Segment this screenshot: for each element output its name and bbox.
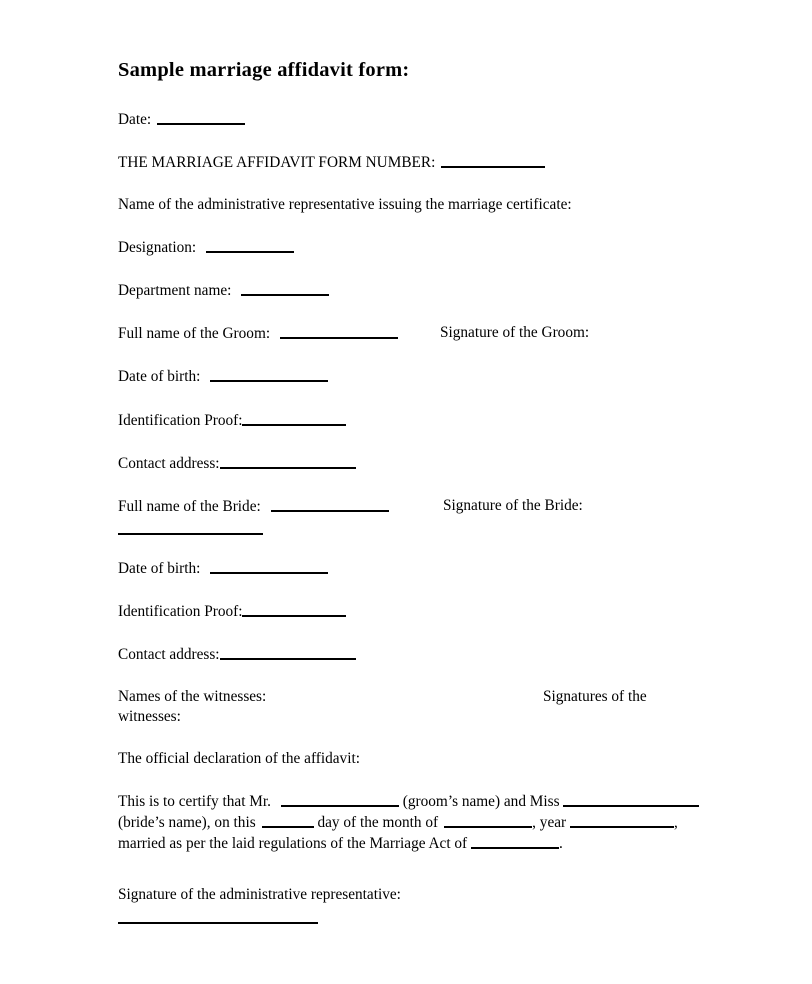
field-groom-dob bbox=[118, 366, 718, 387]
field-department-name-blank[interactable] bbox=[241, 280, 329, 296]
field-witness-signatures-label-continued: witnesses: bbox=[118, 707, 181, 725]
declaration-paragraph bbox=[118, 791, 703, 854]
field-date bbox=[118, 109, 718, 130]
declaration-act-blank[interactable] bbox=[471, 833, 559, 849]
declaration-year-blank[interactable] bbox=[570, 812, 674, 828]
field-groom-id-proof bbox=[118, 410, 718, 431]
field-form-number-label: THE MARRIAGE AFFIDAVIT FORM NUMBER: bbox=[118, 153, 436, 171]
declaration-day-blank[interactable] bbox=[262, 812, 314, 828]
field-issuer-name-label: Name of the administrative representative issuing the marriage certificate: bbox=[118, 195, 572, 213]
field-form-number bbox=[118, 152, 718, 173]
declaration-part-5: , year bbox=[532, 814, 567, 832]
declaration-bride-name-blank[interactable] bbox=[563, 791, 699, 807]
field-department-name-label: Department name: bbox=[118, 282, 232, 300]
field-bride-signature-label: Signature of the Bride: bbox=[443, 496, 583, 514]
field-designation-blank[interactable] bbox=[206, 237, 294, 253]
field-bride-name-row bbox=[118, 496, 718, 536]
field-bride-address-blank[interactable] bbox=[220, 644, 356, 660]
field-bride-dob-blank[interactable] bbox=[210, 558, 328, 574]
field-groom-address-label: Contact address: bbox=[118, 454, 220, 472]
declaration-groom-name-blank[interactable] bbox=[281, 791, 399, 807]
declaration-part-4: day of the month of bbox=[317, 814, 439, 832]
field-form-number-blank[interactable] bbox=[441, 152, 545, 168]
page-title: Sample marriage affidavit form: bbox=[118, 59, 410, 81]
field-department-name bbox=[118, 280, 718, 301]
field-bride-name-blank-continued[interactable] bbox=[118, 533, 263, 535]
field-groom-dob-blank[interactable] bbox=[210, 366, 328, 382]
field-representative-signature bbox=[118, 885, 718, 925]
field-bride-id-proof-label: Identification Proof: bbox=[118, 603, 243, 621]
document-body bbox=[118, 58, 718, 947]
field-bride-dob bbox=[118, 558, 718, 579]
field-groom-id-proof-blank[interactable] bbox=[242, 410, 346, 426]
field-date-label: Date: bbox=[118, 110, 152, 128]
declaration-month-blank[interactable] bbox=[444, 812, 532, 828]
field-bride-name-label: Full name of the Bride: bbox=[118, 497, 261, 515]
field-bride-id-proof-blank[interactable] bbox=[242, 601, 346, 617]
declaration-part-2: (groom’s name) and Miss bbox=[402, 793, 560, 811]
field-issuer-name bbox=[118, 195, 718, 215]
declaration-part-6: , married as per the laid regulations of the Marriage Act of bbox=[118, 814, 678, 853]
field-date-blank[interactable] bbox=[157, 109, 245, 125]
field-witness-names-label: Names of the witnesses: bbox=[118, 688, 267, 706]
field-groom-dob-label: Date of birth: bbox=[118, 368, 201, 386]
field-groom-address bbox=[118, 453, 718, 474]
field-bride-address-label: Contact address: bbox=[118, 646, 220, 664]
declaration-heading-label: The official declaration of the affidavit: bbox=[118, 750, 360, 768]
field-designation-label: Designation: bbox=[118, 239, 197, 257]
field-witnesses-row bbox=[118, 687, 718, 726]
field-groom-name-label: Full name of the Groom: bbox=[118, 325, 271, 343]
field-bride-name-blank[interactable] bbox=[271, 496, 389, 512]
declaration-part-7: . bbox=[558, 835, 563, 853]
field-bride-address bbox=[118, 644, 718, 665]
field-groom-name-row bbox=[118, 323, 718, 344]
spacer bbox=[118, 876, 718, 885]
declaration-part-1: This is to certify that Mr. bbox=[118, 793, 271, 811]
field-bride-id-proof bbox=[118, 601, 718, 622]
field-representative-signature-line[interactable] bbox=[118, 922, 318, 924]
declaration-heading bbox=[118, 749, 718, 769]
field-witness-signatures-label: Signatures of the bbox=[543, 688, 647, 706]
field-groom-signature-label: Signature of the Groom: bbox=[440, 324, 590, 342]
field-designation bbox=[118, 237, 718, 258]
field-groom-id-proof-label: Identification Proof: bbox=[118, 411, 243, 429]
field-groom-address-blank[interactable] bbox=[220, 453, 356, 469]
field-representative-signature-label: Signature of the administrative representative: bbox=[118, 885, 401, 903]
declaration-part-3: (bride’s name), on this bbox=[118, 814, 256, 832]
field-groom-name-blank[interactable] bbox=[280, 323, 398, 339]
field-bride-dob-label: Date of birth: bbox=[118, 560, 201, 577]
